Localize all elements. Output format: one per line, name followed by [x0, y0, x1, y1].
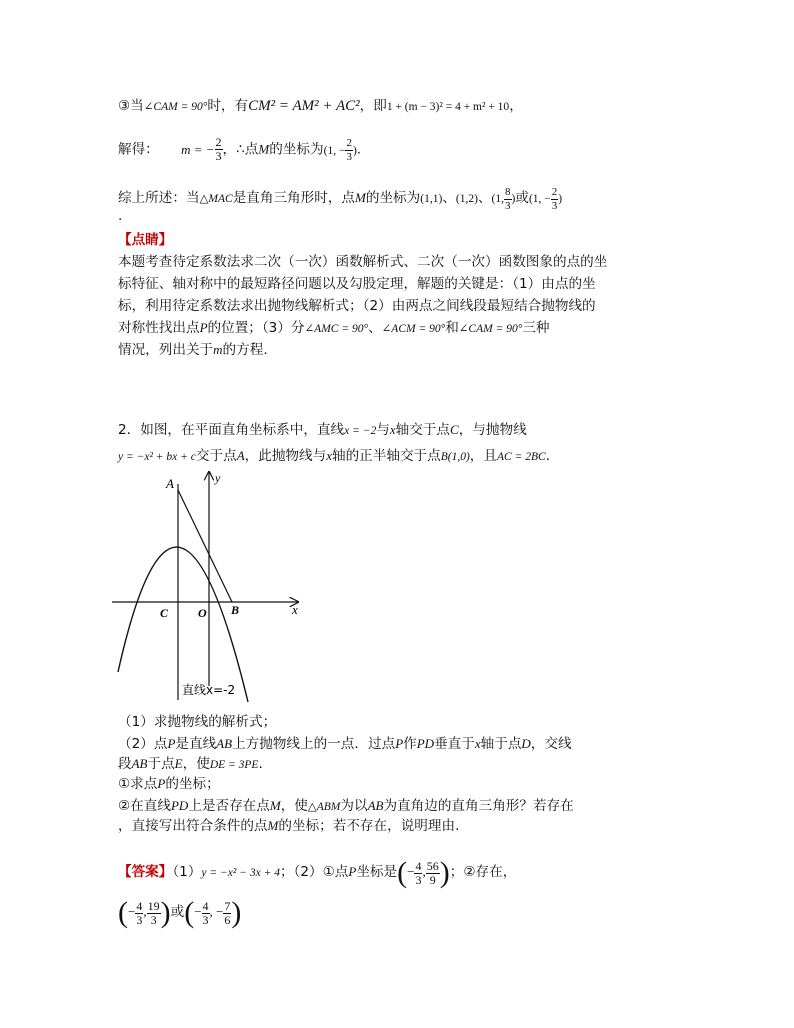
- text: 的坐标为: [365, 190, 421, 207]
- text: 、: [442, 190, 456, 207]
- question-2-2-line-1: ②在直线PD上是否存在点M，使△ABM为以AB为直角边的直角三角形？若存在: [118, 798, 574, 814]
- text: 综上所述：当: [118, 190, 200, 207]
- math-m: m = −: [181, 141, 215, 157]
- math-point: M: [258, 141, 270, 157]
- solution-case3-line: [118, 96, 523, 117]
- text: 、: [477, 190, 492, 207]
- question-2-line-1: （2）点P是直线AB上方抛物线上的一点．过点P作PD垂直于x轴于点D，交线: [118, 736, 572, 752]
- math-point: M: [355, 190, 366, 206]
- answer-heading: 【答案】: [118, 863, 173, 880]
- label-o: O: [198, 606, 207, 620]
- question-2-line-2: 段AB于点E，使DE = 3PE.: [118, 756, 263, 772]
- label-a: A: [166, 476, 174, 491]
- segment-ab: [178, 490, 232, 602]
- text: ，即: [359, 98, 387, 114]
- answer-coord-3: (− $\frac{4}{3}$ , − $\frac{7}{6}$ ): [184, 896, 242, 929]
- math-triangle: △MAC: [199, 193, 233, 206]
- coord: (1, $\frac{8}{3}$ ): [491, 186, 516, 212]
- question-2-2-line-2: ，直接写出符合条件的点M的坐标；若不存在，说明理由.: [118, 818, 460, 834]
- text: .: [356, 141, 362, 158]
- coord: (1, − $\frac{2}{3}$ ): [323, 137, 357, 164]
- text: 解得：: [118, 141, 159, 158]
- label-b: B: [231, 603, 240, 617]
- label-y: y: [215, 471, 221, 485]
- parabola-curve: [118, 547, 248, 702]
- problem-line-1: 2．如图，在平面直角坐标系中，直线x = −2与x轴交于点C，与抛物线: [118, 422, 527, 438]
- text: 的坐标为: [269, 141, 324, 158]
- problem-line-2: y = −x² + bx + c交于点A，此抛物线与x轴的正半轴交于点B(1,0)，且AC = 2BC.: [118, 448, 550, 464]
- answer-line-2: (− $\frac{4}{3}$ , $\frac{19}{3}$ )或(− $\frac{4}{3}$ , − $\frac{7}{6}$ ): [118, 896, 242, 929]
- label-c: C: [160, 606, 169, 620]
- answer-line-1: 【答案】（1）y = −x² − 3x + 4；（2）①点P坐标是(− $\frac{4}{3}$ , $\frac{56}{9}$ )；②存在，: [118, 856, 517, 889]
- solution-result-line: [118, 136, 361, 164]
- comment-line-3: 标，利用待定系数法求出抛物线解析式；（2）由两点之间线段最短结合抛物线的: [118, 298, 596, 314]
- text: ③当: [118, 98, 144, 114]
- comment-line-1: 本题考查待定系数法求二次（一次）函数解析式、二次（一次）函数图象的点的坐: [118, 254, 608, 270]
- comment-heading: 【点睛】: [118, 232, 173, 248]
- answer-coord-1: (− $\frac{4}{3}$ , $\frac{56}{9}$ ): [397, 856, 450, 889]
- comment-line-4: 对称性找出点P的位置；（3）分∠AMC = 90°、∠ACM = 90°和∠CAM = 90°三种: [118, 320, 550, 336]
- label-x: x: [292, 602, 298, 617]
- parabola-figure: [112, 468, 312, 708]
- text: 时，有: [207, 98, 249, 114]
- text: 或: [515, 190, 529, 207]
- summary-dot: .: [118, 208, 123, 224]
- comment-line-2: 标特征、轴对称中的最短路径问题以及勾股定理，解题的关键是：（1）由点的坐: [118, 276, 596, 292]
- text: ，: [509, 98, 523, 114]
- math-angle: ∠CAM = 90°: [143, 101, 208, 113]
- answer-coord-2: (− $\frac{4}{3}$ , $\frac{19}{3}$ ): [118, 896, 171, 929]
- fraction: $\frac{2}{3}$: [215, 135, 222, 163]
- comment-line-5: 情况，列出关于m的方程.: [118, 342, 268, 358]
- math-equation: 1 + (m − 3)² = 4 + m² + 10: [386, 101, 510, 113]
- coord: (1,2): [455, 193, 478, 206]
- question-2-1: ①求点P的坐标；: [118, 776, 220, 792]
- text: 是直角三角形时，点: [232, 190, 356, 207]
- math-equation: CM² = AM² + AC²: [248, 98, 360, 114]
- coord: (1, − $\frac{2}{3}$ ): [528, 186, 563, 212]
- text: ，∴点: [222, 141, 259, 158]
- line-label: 直线x=-2: [182, 683, 236, 697]
- summary-line: [118, 186, 562, 213]
- question-1: （1）求抛物线的解析式；: [118, 714, 277, 730]
- coord: (1,1): [420, 193, 443, 206]
